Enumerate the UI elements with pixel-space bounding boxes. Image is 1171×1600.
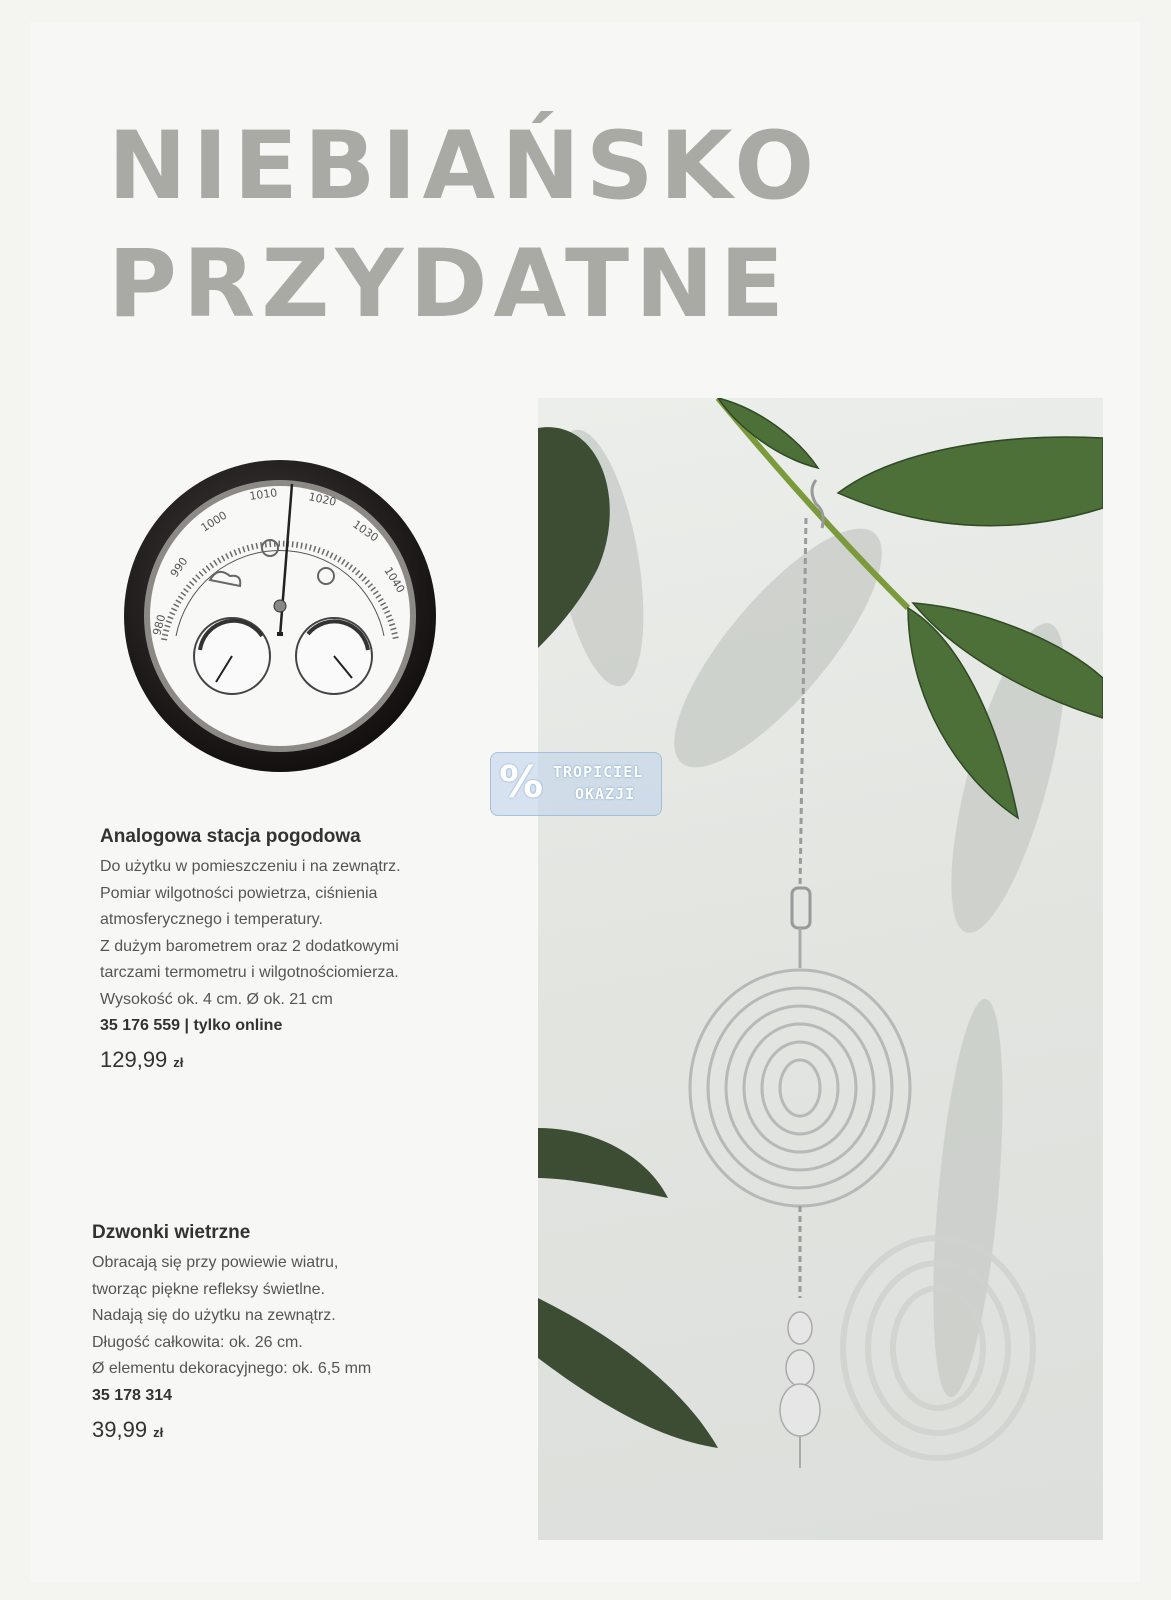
product-description: Do użytku w pomieszczeniu i na zewnątrz. Pomiar wilgotności powietrza, ciśnienia atmosferycznego i temperatury. Z dużym barometrem oraz 2 dodatkowymi tarczami termometru i wilgotnościomierza. Wysokość ok. 4 cm. Ø ok. 21 cm [100, 858, 401, 1008]
product-description: Obracają się przy powiewie wiatru, tworząc piękne refleksy świetlne. Nadają się do użytku na zewnątrz. Długość całkowita: ok. 26 cm. Ø elementu dekoracyjnego: ok. 6,5 mm [92, 1254, 372, 1377]
scale-label: 990 [167, 555, 191, 580]
product-code: 35 176 559 | tylko online [100, 1017, 283, 1034]
product-code: 35 178 314 [92, 1386, 173, 1404]
scale-label: 1010 [248, 486, 279, 503]
headline-line-2: PRZYDATNE [108, 230, 790, 339]
scale-label: 1030 [350, 517, 381, 545]
product-title: Dzwonki wietrzne [92, 1222, 251, 1243]
price-value: 39,99 [92, 1416, 148, 1442]
watermark-line-2: OKAZJI [575, 785, 636, 803]
watermark-badge [490, 752, 662, 816]
weather-station-image [112, 460, 452, 800]
barometer-dial [150, 486, 410, 746]
product-title: Analogowa stacja pogodowa [100, 826, 361, 847]
watermark-line-1: TROPICIEL [553, 763, 644, 781]
chime-spiral [690, 970, 910, 1206]
page-headline [108, 108, 820, 344]
leaf [838, 437, 1103, 526]
crystal-beads [780, 1312, 820, 1436]
price-value: 129,99 [100, 1047, 168, 1072]
scale-label: 980 [150, 613, 169, 637]
headline-line-1: NIEBIAŃSKO [108, 112, 821, 221]
scale-label: 1020 [307, 490, 338, 509]
product-weather-station [100, 826, 500, 1073]
percent-icon: % [499, 757, 544, 808]
scale-label: 1040 [381, 564, 408, 596]
product-wind-chimes [92, 1222, 492, 1443]
price-currency: zł [173, 1055, 184, 1070]
wind-chime-photo [538, 398, 1103, 1540]
scale-label: 1000 [198, 508, 230, 535]
product-price [100, 1047, 500, 1073]
price-currency: zł [153, 1424, 164, 1440]
product-price [92, 1417, 492, 1443]
